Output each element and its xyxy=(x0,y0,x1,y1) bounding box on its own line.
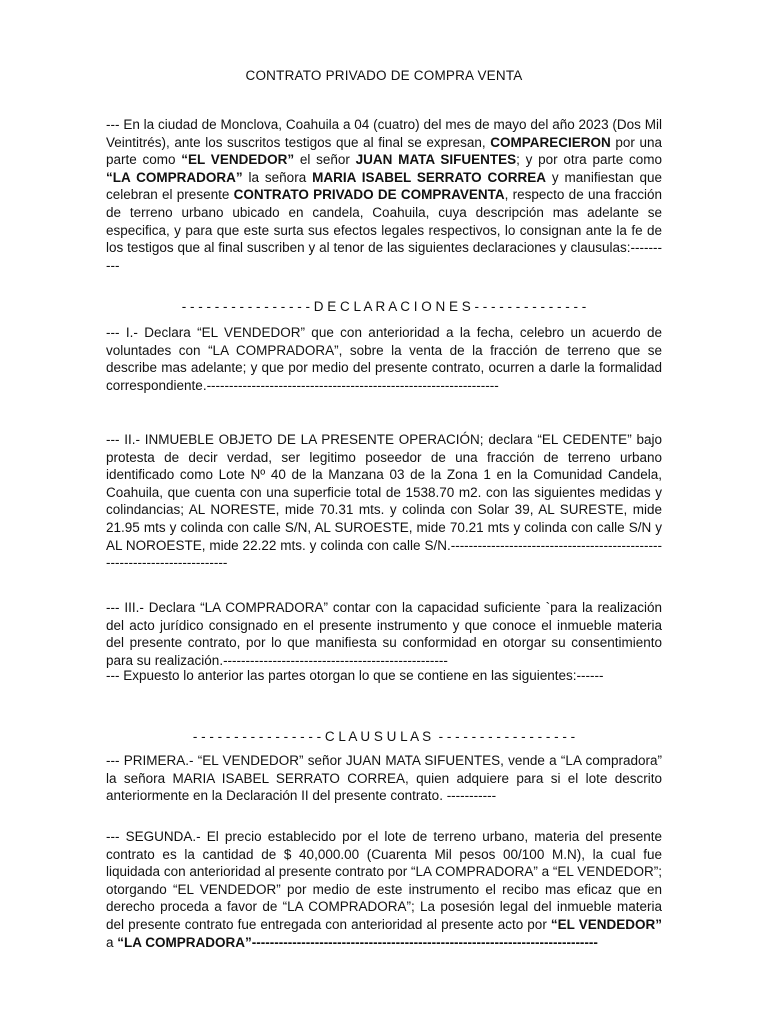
clausulas-heading: - - - - - - - - - - - - - - - - C L A U S U L A S - - - - - - - - - - - - - - - - - xyxy=(192,729,576,744)
text-run: --- II.- INMUEBLE OBJETO DE LA PRESENTE OPERACIÓN; declara “EL CEDENTE” bajo protesta de decir verdad, ser legitimo poseedor de una fracción de terreno urbano identificado como Lote Nº 40 de la Manzana 03 de la Zona 1 en la Comunidad Candela, Coahuila, que cuenta con una superficie total de 1538.70 m2. con las siguientes medidas y colindancias; AL NORESTE, mide 70.31 mts. y colinda con Solar 39, AL SURESTE, mide 21.95 mts y colinda con calle S/N, AL SUROESTE, mide 70.21 mts y colinda con calle S/N y AL NOROESTE, mide 22.22 mts. y colinda con calle S/N.-------------------------------------------------------------------------- xyxy=(106,432,662,571)
declaration-2-paragraph xyxy=(106,431,662,572)
document-title: CONTRATO PRIVADO DE COMPRA VENTA xyxy=(245,68,523,83)
bold-text-run: CONTRATO PRIVADO DE COMPRAVENTA xyxy=(233,187,505,203)
bold-text-run: “EL VENDEDOR” xyxy=(550,916,662,932)
bold-text-run: “EL VENDEDOR” xyxy=(181,152,295,168)
text-run: la señora xyxy=(242,169,313,185)
text-run: a xyxy=(106,934,118,950)
text-run: --- PRIMERA.- “EL VENDEDOR” señor JUAN MATA SIFUENTES, vende a “LA compradora” la señora MARIA ISABEL SERRATO CORREA, quien adquiere para si el lote descrito anteriormente en la Declaración II del presente contrato. ----------- xyxy=(106,753,662,804)
text-run: --- Expuesto lo anterior las partes otorgan lo que se contiene en las siguientes:------ xyxy=(106,668,604,683)
bold-text-run: MARIA ISABEL SERRATO CORREA xyxy=(312,169,547,185)
bold-text-run: JUAN MATA SIFUENTES xyxy=(355,152,517,168)
text-run: --- III.- Declara “LA COMPRADORA” contar con la capacidad suficiente `para la realización del acto jurídico consignado en el presente instrumento y que conoce el inmueble materia del presente contrato, por lo que manifiesta su conformidad en otorgar su consentimiento para su realización.-------------------------------------------------- xyxy=(106,600,662,668)
text-run: --- I.- Declara “EL VENDEDOR” que con anterioridad a la fecha, celebro un acuerdo de voluntades con “LA COMPRADORA”, sobre la venta de la fracción de terreno que se describe mas adelante; y que por medio del presente contrato, ocurren a darle la formalidad correspondiente.----------------------------------------------------------------- xyxy=(106,325,662,393)
text-run: y manifiestan que celebran el presente xyxy=(106,169,663,203)
bold-text-run: COMPARECIERON xyxy=(490,134,611,150)
text-run: por una parte como xyxy=(106,134,662,168)
declaraciones-heading: - - - - - - - - - - - - - - - - D E C L A R A C I O N E S - - - - - - - - - - - - - - xyxy=(181,299,587,314)
preamble-paragraph xyxy=(106,116,662,274)
clausula-segunda-paragraph xyxy=(106,828,662,951)
text-run: , respecto de una fracción de terreno urbano ubicado en candela, Coahuila, cuya descripción mas adelante se especifica, y para que este surta sus efectos legales respectivos, lo consignan ante la fe de los testigos que al final suscriben y al tenor de las siguientes declaraciones y clausulas:---------- xyxy=(106,187,663,273)
bold-text-run: “LA COMPRADORA” xyxy=(106,169,243,185)
text-run: --- SEGUNDA.- El precio establecido por el lote de terreno urbano, materia del presente contrato es la cantidad de $ 40,000.00 (Cuarenta Mil pesos 00/100 M.N), la cual fue liquidada con anterioridad al presente contrato por “LA COMPRADORA” a “EL VENDEDOR”; otorgando “EL VENDEDOR” por medio de este instrumento el recibo mas eficaz que en derecho proceda a favor de “LA COMPRADORA”; La posesión legal del inmueble materia del presente contrato fue entregada con anterioridad al presente acto por xyxy=(106,829,662,932)
clausula-primera-paragraph xyxy=(106,752,662,805)
text-run: --- En la ciudad de Monclova, Coahuila a 04 (cuatro) del mes de mayo del año 2023 (Dos Mil Veintitrés), ante los suscritos testigos que al final se expresan, xyxy=(106,117,662,150)
text-run: ; y por otra parte como xyxy=(516,152,662,168)
expuesto-paragraph xyxy=(106,667,662,685)
declaration-1-paragraph xyxy=(106,324,662,394)
text-run: el señor xyxy=(294,152,356,168)
declaration-3-paragraph xyxy=(106,599,662,669)
bold-text-run: “LA COMPRADORA”----------------------------------------------------------------------------- xyxy=(117,934,598,950)
